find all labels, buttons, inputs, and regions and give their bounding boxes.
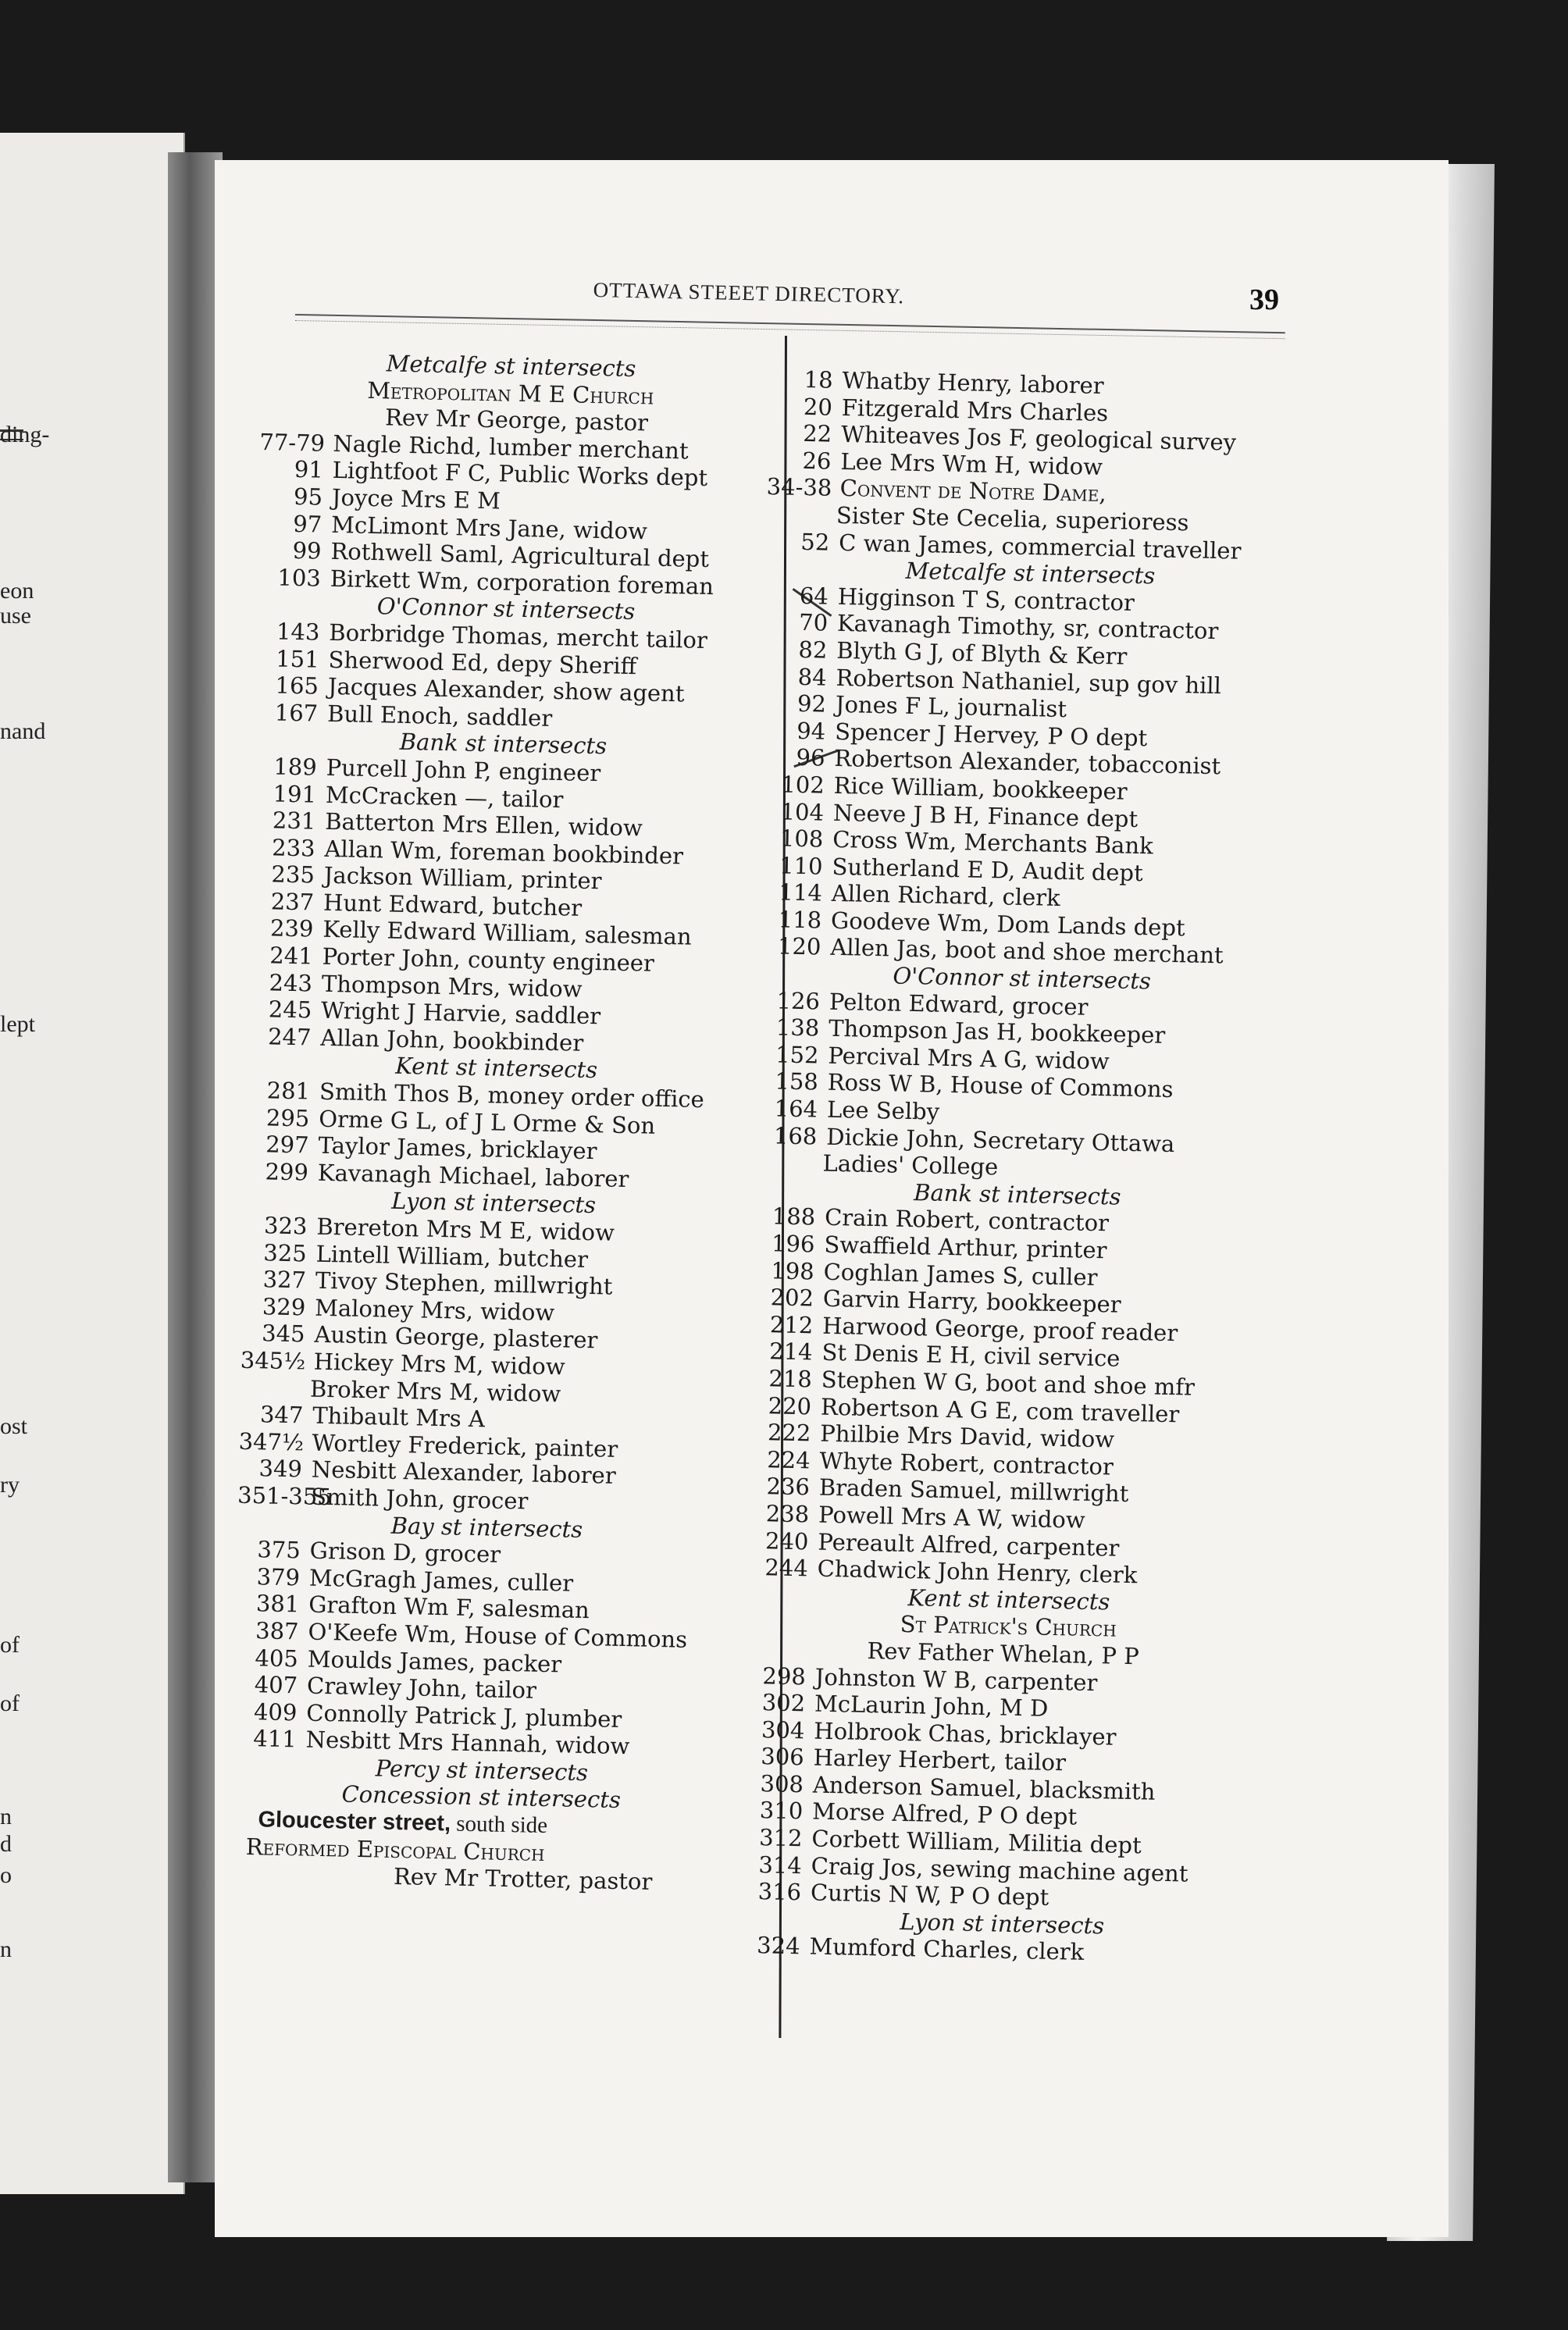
resident-name: Allan Wm, foreman bookbinder [324,835,684,870]
house-number: 198 [771,1256,815,1285]
resident-name: Sherwood Ed, depy Sheriff [328,646,637,679]
house-number: 379 [256,1562,301,1591]
intersection-heading: Percy st intersects [375,1755,589,1787]
house-number: 381 [255,1590,300,1618]
resident-name: Kavanagh Timothy, sr, contractor [836,610,1219,645]
resident-name: Jackson William, printer [323,862,602,895]
street-side: south side [450,1811,548,1839]
resident-name: Corbett William, Militia dept [811,1825,1142,1859]
house-number: 349 [258,1455,303,1483]
left-page-fragment: lept [0,1011,35,1037]
house-number: 231 [272,807,316,835]
continuation-line: Broker Mrs M, widow [309,1375,561,1407]
house-number: 138 [775,1014,820,1042]
resident-name: Holbrook Chas, bricklayer [814,1717,1117,1751]
house-number: 243 [269,969,313,997]
resident-name: Nesbitt Mrs Hannah, widow [305,1726,630,1760]
house-number: 212 [769,1311,814,1339]
house-number: 120 [777,932,821,961]
house-number: 281 [266,1077,311,1105]
resident-name: Harley Herbert, tailor [813,1744,1067,1776]
house-number: 347½ [238,1427,305,1456]
resident-name: Whatby Henry, laborer [842,366,1104,399]
house-number: 151 [275,645,320,673]
house-number: 247 [267,1023,312,1051]
resident-name: Craig Jos, sewing machine agent [811,1852,1188,1887]
intersection-heading: Bank st intersects [913,1178,1121,1210]
house-number: 118 [778,906,822,934]
resident-name: Jones F L, journalist [835,691,1067,723]
street-name: Gloucester street, [258,1807,451,1837]
resident-name: McLaurin John, M D [814,1690,1049,1722]
house-number: 94 [796,717,826,745]
intersection-heading: O'Connor st intersects [376,593,636,625]
intersection-heading: Bay st intersects [390,1512,583,1543]
house-number: 236 [766,1473,811,1501]
resident-name: Chadwick John Henry, clerk [817,1555,1138,1589]
house-number: 70 [798,609,829,636]
house-number: 220 [768,1391,812,1420]
house-number: 345 [261,1320,305,1348]
left-page-fragment: use [0,603,31,629]
house-number: 302 [761,1689,806,1717]
resident-name: Neeve J B H, Finance dept [832,799,1139,832]
resident-name: Percival Mrs A G, widow [828,1042,1110,1075]
house-number: 22 [802,420,832,447]
house-number: 238 [765,1500,810,1528]
resident-name: O'Keefe Wm, House of Commons [308,1618,688,1653]
resident-name: Batterton Mrs Ellen, widow [324,807,643,842]
resident-name: Robertson Nathaniel, sup gov hill [836,664,1222,699]
resident-name: Hunt Edward, butcher [323,889,583,921]
resident-name: Whiteaves Jos F, geological survey [840,421,1237,456]
house-number: 64 [799,582,829,610]
resident-name: Lightfoot F C, Public Works dept [332,457,708,492]
resident-name: Connolly Patrick J, plumber [306,1699,622,1733]
house-number: 152 [775,1041,819,1069]
resident-name: Kavanagh Michael, laborer [317,1159,629,1192]
house-number: 239 [269,914,314,943]
house-number: 324 [756,1932,800,1960]
resident-name: C wan James, commercial traveller [838,529,1242,565]
resident-name: McCracken —, tailor [325,781,564,813]
resident-name: Pelton Edward, grocer [829,988,1089,1021]
resident-name: Higginson T S, contractor [837,582,1135,616]
house-number: 158 [775,1067,819,1096]
resident-name: St Denis E H, civil service [821,1339,1121,1373]
resident-name: Thompson Mrs, widow [321,970,583,1003]
house-number: 82 [798,636,828,664]
house-number: 189 [273,753,318,781]
house-number: 347 [259,1401,304,1429]
house-number: 164 [774,1095,818,1123]
pastor-line: Rev Mr George, pastor [384,404,649,436]
house-number: 165 [275,672,319,700]
house-number: 351-355 [237,1481,333,1511]
house-number: 316 [757,1878,802,1906]
house-number: 222 [767,1419,811,1447]
resident-name: Allen Jas, boot and shoe merchant [830,934,1224,969]
church-heading: St Patrick's Church [900,1611,1117,1642]
house-number: 312 [758,1824,803,1852]
resident-name: Orme G L, of J L Orme & Son [318,1105,656,1139]
intersection-heading: Kent st intersects [395,1053,598,1084]
resident-name: Robertson Alexander, tobacconist [834,745,1221,780]
resident-name: Maloney Mrs, widow [314,1294,555,1326]
left-page-fragment: ost [0,1413,28,1439]
house-number: 295 [265,1103,310,1132]
house-number: 329 [262,1293,306,1321]
resident-name: McGragh James, culler [308,1564,574,1597]
house-number: 104 [780,797,825,826]
house-number: 114 [779,878,823,907]
house-number: 407 [254,1671,298,1699]
resident-name: McLimont Mrs Jane, widow [330,511,648,544]
church-heading: Metropolitan M E Church [366,376,654,410]
resident-name: Fitzgerald Mrs Charles [841,394,1109,426]
house-number: 52 [800,528,830,556]
intersection-heading: Lyon st intersects [390,1188,597,1219]
resident-name: Hickey Mrs M, widow [313,1348,565,1381]
resident-name: Robertson A G E, com traveller [820,1393,1180,1427]
house-number: 99 [292,537,322,565]
house-number: 375 [257,1536,301,1564]
church-heading: Reformed Episcopal Church [245,1833,545,1866]
resident-name: Whyte Robert, contractor [819,1447,1114,1480]
resident-name: Nesbitt Alexander, laborer [311,1456,617,1490]
house-number: 235 [271,860,315,889]
resident-name: Allen Richard, clerk [831,880,1061,912]
house-number: 188 [772,1202,816,1231]
resident-name: Birkett Wm, corporation foreman [330,565,715,600]
house-number: 20 [803,393,833,421]
house-number: 18 [804,365,833,394]
intersection-heading: O'Connor st intersects [893,962,1152,995]
pastor-line: Rev Mr Trotter, pastor [393,1863,653,1896]
house-number: 306 [760,1743,805,1771]
house-number: 405 [255,1644,299,1672]
left-page-fragment: of [0,1632,20,1658]
resident-name: Allan John, bookbinder [320,1024,584,1056]
pastor-line: Rev Father Whelan, P P [867,1637,1140,1670]
house-number: 387 [255,1617,299,1645]
resident-name: Pereault Alfred, carpenter [818,1528,1120,1562]
resident-name: Philbie Mrs David, widow [820,1420,1115,1453]
resident-name: Grison D, grocer [309,1537,501,1568]
right-column [736,365,1300,1970]
resident-name: Spencer J Hervey, P O dept [834,718,1148,751]
house-number: 167 [274,699,319,727]
left-page-fragment: of [0,1690,20,1716]
resident-name: Coghlan James S, culler [823,1258,1098,1291]
house-number: 241 [269,942,314,970]
house-number: 218 [768,1365,813,1393]
house-number: 102 [781,771,825,799]
house-number: 245 [268,996,312,1024]
resident-name: Joyce Mrs E M [331,483,501,515]
resident-name: Porter John, county engineer [322,942,655,977]
resident-name: Moulds James, packer [307,1645,562,1677]
resident-name: Thibault Mrs A [312,1402,486,1433]
resident-name: Tivoy Stephen, millwright [315,1267,613,1300]
resident-name: Wortley Frederick, painter [312,1429,618,1462]
house-number: 224 [766,1446,811,1474]
resident-name: Bull Enoch, saddler [326,700,553,732]
resident-name: Garvin Harry, bookkeeper [822,1284,1121,1318]
house-number: 110 [779,852,823,880]
resident-name: Jacques Alexander, show agent [327,673,685,707]
resident-name: Swaffield Arthur, printer [824,1231,1107,1264]
house-number: 77-79 [259,428,326,457]
resident-name: Lee Selby [826,1096,940,1125]
resident-name: Lee Mrs Wm H, widow [840,447,1103,480]
resident-name: Kelly Edward William, salesman [323,916,692,951]
resident-name: Taylor James, bricklayer [318,1131,597,1165]
house-number: 96 [796,744,825,771]
left-page-fragment: eon [0,578,34,604]
resident-name: Curtis N W, P O dept [810,1879,1049,1911]
resident-name: Rice William, bookkeeper [833,771,1128,805]
left-page-fragment: nand [0,718,46,744]
resident-name: Crawley John, tailor [306,1672,537,1704]
resident-name: Purcell John P, engineer [326,754,601,787]
house-number: 409 [253,1698,298,1726]
resident-name: Nagle Richd, lumber merchant [333,429,689,465]
house-number: 327 [262,1266,307,1294]
left-page [0,133,185,2194]
resident-name: Goodeve Wm, Dom Lands dept [830,907,1185,942]
house-number: 168 [773,1121,818,1150]
house-number: 191 [273,779,317,808]
house-number: 92 [796,689,827,718]
house-number: 26 [802,447,832,475]
resident-name: Braden Samuel, millwright [818,1474,1129,1508]
house-number: 95 [293,483,323,511]
house-number: 314 [758,1851,803,1879]
house-number: 298 [762,1662,807,1690]
page-header-title: OTTAWA STEEET DIRECTORY. [593,278,905,308]
resident-name: Wright J Harvie, saddler [320,997,601,1030]
house-number: 323 [263,1212,308,1240]
resident-name: Brereton Mrs M E, widow [316,1213,615,1246]
left-page-fragment: ry [0,1472,20,1498]
resident-name: Thompson Jas H, bookkeeper [828,1015,1166,1049]
resident-name: Dickie John, Secretary Ottawa [825,1123,1175,1157]
resident-name: Harwood George, proof reader [821,1312,1178,1347]
resident-name: Lintell William, butcher [315,1240,589,1273]
intersection-heading: Bank st intersects [399,729,608,760]
house-number: 91 [294,456,324,484]
resident-name: Stephen W G, boot and shoe mfr [821,1366,1196,1401]
resident-name: Convent de Notre Dame, [839,475,1107,508]
resident-name: Mumford Charles, clerk [809,1933,1085,1966]
house-number: 97 [293,510,323,538]
resident-name: Smith Thos B, money order office [319,1078,705,1113]
resident-name: Morse Alfred, P O dept [811,1798,1078,1831]
house-number: 308 [760,1770,804,1798]
house-number: 84 [797,663,828,691]
house-number: 240 [764,1527,809,1555]
left-page-fragment: o [0,1862,12,1888]
intersection-heading: Lyon st intersects [900,1908,1105,1940]
house-number: 202 [770,1284,814,1312]
house-number: 297 [265,1131,309,1159]
resident-name: Sutherland E D, Audit dept [832,853,1144,886]
house-number: 299 [265,1158,309,1186]
house-number: 304 [761,1715,805,1744]
left-page-fragment: d [0,1831,12,1857]
house-number: 34-38 [766,473,832,502]
resident-name: Powell Mrs A W, widow [818,1501,1085,1534]
house-number: 214 [768,1338,813,1366]
house-number: 244 [764,1554,809,1582]
intersection-heading: Metcalfe st intersects [386,350,636,383]
resident-name: Grafton Wm F, salesman [308,1591,590,1624]
continuation-line: Sister Ste Cecelia, superioress [836,501,1189,536]
page-number: 39 [1249,283,1279,316]
resident-name: Rothwell Saml, Agricultural dept [330,538,710,573]
resident-name: Crain Robert, contractor [824,1204,1110,1237]
house-number: 345½ [240,1346,306,1375]
intersection-heading: Concession st intersects [341,1781,622,1814]
intersection-heading: Kent st intersects [907,1584,1110,1616]
house-number: 411 [252,1725,298,1753]
resident-name: Johnston W B, carpenter [814,1663,1098,1696]
house-number: 310 [759,1797,804,1825]
house-number: 126 [776,987,821,1015]
left-page-fragment: n [0,1936,12,1962]
intersection-heading: Metcalfe st intersects [905,557,1156,590]
continuation-line: Ladies' College [822,1149,999,1181]
resident-name: Blyth G J, of Blyth & Kerr [836,636,1128,670]
house-number: 233 [271,834,315,862]
resident-name: Anderson Samuel, blacksmith [812,1771,1156,1805]
resident-name: Austin George, plasterer [314,1321,598,1354]
house-number: 143 [276,618,320,646]
resident-name: Borbridge Thomas, mercht tailor [329,618,708,654]
resident-name: Smith John, grocer [310,1483,529,1515]
house-number: 103 [277,564,322,592]
left-column [230,347,761,1897]
house-number: 237 [270,888,315,916]
left-page-fragment: n [0,1804,12,1829]
house-number: 325 [263,1238,308,1267]
house-number: 108 [779,825,824,853]
resident-name: Ross W B, House of Commons [827,1069,1174,1103]
resident-name: Cross Wm, Merchants Bank [832,825,1154,860]
house-number: 196 [771,1230,815,1258]
left-page-fragment: ding- [0,422,50,447]
